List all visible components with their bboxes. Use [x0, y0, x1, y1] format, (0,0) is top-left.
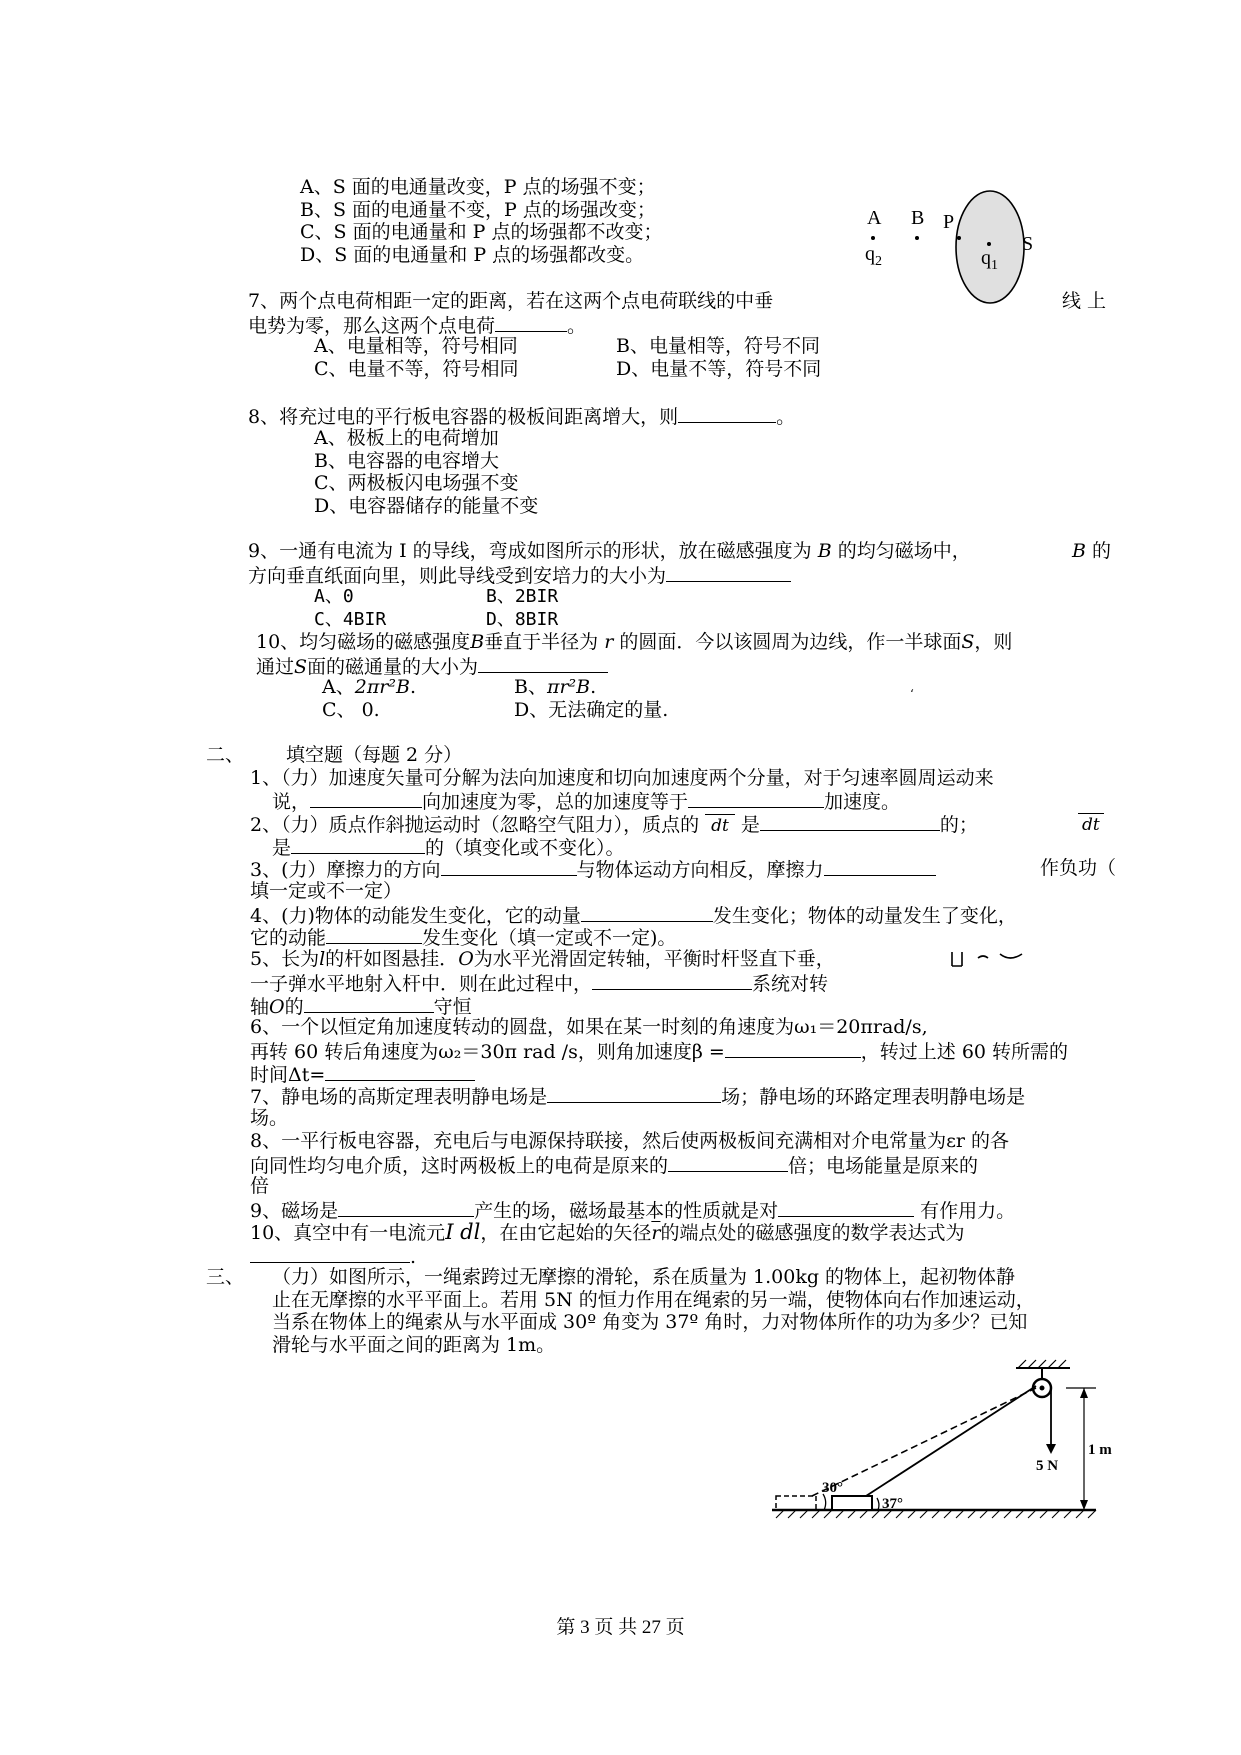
- q10-answer-blank[interactable]: [478, 654, 608, 673]
- fill6-blank2[interactable]: [325, 1062, 475, 1081]
- q7-option-a: A、电量相等，符号相同: [314, 335, 518, 357]
- fill5-rod-figure: [948, 948, 1028, 972]
- fill3-blank2[interactable]: [824, 857, 936, 876]
- fill2-line2: 是 的（填变化或不变化）。: [272, 837, 625, 859]
- q6-figure: [855, 190, 1035, 310]
- q6-option-c: C、S 面的电通量和 P 点的场强都不改变；: [300, 221, 663, 243]
- q8-option-d: D、电容器储存的能量不变: [314, 495, 539, 517]
- fill1-line2: 说， 向加速度为零，总的加速度等于 加速度。: [272, 791, 901, 813]
- fill5-blank2[interactable]: [304, 994, 434, 1013]
- fill10-blank[interactable]: [250, 1244, 410, 1263]
- fill2-blank1[interactable]: [760, 812, 940, 831]
- q7-option-b: B、电量相等，符号不同: [616, 335, 820, 357]
- q7-stem-line2: 电势为零，那么这两个点电荷 。: [248, 315, 587, 337]
- section3-line2: 止在无摩擦的水平平面上。若用 5N 的恒力作用在绳索的另一端，使物体向右作加速运动，: [272, 1289, 1035, 1311]
- q9-option-a: A、0: [314, 586, 354, 607]
- page-footer: 第 3 页 共 27 页: [556, 1617, 685, 1638]
- angle1-label: 30°: [822, 1480, 843, 1496]
- block-initial: [776, 1496, 816, 1510]
- q9-stem-line1: 9、一通有电流为 I 的导线，弯成如图所示的形状，放在磁感强度为 B 的均匀磁场中，: [248, 540, 971, 562]
- fill1-blank2[interactable]: [688, 789, 824, 808]
- label-b: B: [911, 207, 925, 229]
- label-q2: $q_2$: [865, 243, 882, 269]
- section3-line4: 滑轮与水平面之间的距离为 1m。: [272, 1334, 556, 1356]
- q8-answer-blank[interactable]: [678, 404, 776, 423]
- block-final: [832, 1496, 872, 1510]
- pulley-figure: [766, 1358, 1112, 1536]
- fill8-line1: 8、一平行板电容器，充电后与电源保持联接，然后使两极板间充满相对介电常量为εr 的各: [250, 1130, 1010, 1152]
- dot-p: [957, 236, 961, 240]
- q6-option-a: A、S 面的电通量改变，P 点的场强不变；: [300, 176, 656, 198]
- fill2-derivative: dt: [705, 814, 735, 837]
- fill6-line2: 再转 60 转后角速度为ω₂＝30π rad /s，则角加速度β = ，转过上述 60 转所需的: [250, 1041, 1069, 1063]
- q7-option-c: C、电量不等，符号相同: [314, 358, 519, 380]
- fill5-line2: 一子弹水平地射入杆中．则在此过程中， 系统对转: [250, 973, 829, 995]
- fill5-line1: 5、长为l的杆如图悬挂．O为水平光滑固定转轴，平衡时杆竖直下垂，: [250, 948, 835, 970]
- fill2-derivative2: dt: [1078, 813, 1104, 836]
- fill7-blank1[interactable]: [547, 1084, 721, 1103]
- fill1-line1: 1、（力）加速度矢量可分解为法向加速度和切向加速度两个分量，对于匀速率圆周运动来: [250, 767, 994, 789]
- fill9-line: 9、磁场是 产生的场，磁场最基本的性质就是对 有作用力。: [250, 1200, 1016, 1222]
- dot-q1: [987, 242, 991, 246]
- section2-number: 二、: [206, 744, 245, 766]
- height-label: 1 m: [1088, 1442, 1112, 1458]
- q10-stem-line2: 通过S面的磁通量的大小为: [256, 654, 608, 678]
- section2-title: 填空题（每题 2 分）: [286, 744, 463, 766]
- fill4-line2: 它的动能 发生变化（填一定或不一定)。: [250, 927, 677, 949]
- fill7-line1: 7、静电场的高斯定理表明静电场是 场；静电场的环路定理表明静电场是: [250, 1086, 1026, 1108]
- fill4-blank1[interactable]: [581, 903, 713, 922]
- q9-option-d: D、8BIR: [486, 609, 559, 630]
- q9-stem-line1-end: B 的: [1072, 540, 1112, 562]
- dot-b: [915, 236, 919, 240]
- dot-a: [871, 236, 875, 240]
- fill10-line1: 10、真空中有一电流元I dl，在由它起始的矢径$\overline{r}$的端点处的磁感强度的数学表达式为: [250, 1220, 965, 1244]
- label-a: A: [867, 207, 882, 229]
- fill9-blank2[interactable]: [778, 1198, 914, 1217]
- section3-number: 三、: [206, 1266, 245, 1288]
- fill4-blank2[interactable]: [326, 925, 422, 944]
- fill5-blank1[interactable]: [592, 971, 752, 990]
- q8-option-b: B、电容器的电容增大: [314, 450, 499, 472]
- stray-mark: ʻ: [910, 687, 914, 701]
- fill9-blank1[interactable]: [338, 1198, 474, 1217]
- q7-answer-blank[interactable]: [495, 313, 567, 332]
- label-s: S: [1022, 233, 1034, 255]
- fill3-blank1[interactable]: [441, 857, 577, 876]
- q10-option-b: B、πr²B.: [514, 676, 597, 698]
- q10-stem-line1: 10、均匀磁场的磁感强度B垂直于半径为 r 的圆面．今以该圆周为边线，作一半球面S，则: [256, 631, 1013, 653]
- section3-line1: （力）如图所示，一绳索跨过无摩擦的滑轮，系在质量为 1.00kg 的物体上，起初物体静: [272, 1266, 1016, 1288]
- q7-option-d: D、电量不等，符号不同: [616, 358, 822, 380]
- fill2-blank2[interactable]: [291, 835, 425, 854]
- fill5-line3: 轴O的 守恒: [250, 996, 472, 1018]
- section3-line3: 当系在物体上的绳索从与水平面成 30º 角变为 37º 角时，力对物体所作的功为多少？已知: [272, 1311, 1028, 1333]
- fill8-line2: 向同性均匀电介质，这时两极板上的电荷是原来的 倍；电场能量是原来的: [250, 1155, 979, 1177]
- q9-answer-blank[interactable]: [666, 563, 791, 582]
- force-label: 5 N: [1036, 1458, 1059, 1474]
- q7-stem-tail: 线 上: [1062, 290, 1107, 312]
- fill3-line1: 3、(力）摩擦力的方向 与物体运动方向相反，摩擦力: [250, 857, 936, 881]
- q6-option-b: B、S 面的电通量不变，P 点的场强改变；: [300, 199, 656, 221]
- fill3-line2: 填一定或不一定）: [250, 880, 403, 902]
- fill8-line3: 倍: [250, 1175, 270, 1197]
- fill6-blank1[interactable]: [725, 1039, 861, 1058]
- fill8-blank1[interactable]: [668, 1153, 788, 1172]
- label-p: P: [943, 211, 955, 233]
- fill3-tail: 作负功（: [1040, 857, 1117, 879]
- q10-option-a: A、2πr²B.: [322, 676, 417, 698]
- fill1-blank1[interactable]: [310, 789, 422, 808]
- fill7-line2: 场。: [250, 1107, 289, 1129]
- q9-stem-line2: 方向垂直纸面向里，则此导线受到安培力的大小为: [248, 563, 791, 587]
- fill6-line3: 时间Δt=: [250, 1062, 475, 1086]
- fill6-line1: 6、一个以恒定角加速度转动的圆盘，如果在某一时刻的角速度为ω₁＝20πrad/s,: [250, 1016, 928, 1038]
- q10-option-d: D、无法确定的量.: [514, 699, 669, 721]
- q7-stem-line1: 7、两个点电荷相距一定的距离，若在这两个点电荷联线的中垂: [248, 290, 774, 312]
- q9-option-c: C、4BIR: [314, 609, 387, 630]
- q8-option-c: C、两极板闪电场强不变: [314, 472, 519, 494]
- q10-option-c: C、 0.: [322, 699, 380, 721]
- q6-option-d: D、S 面的电通量和 P 点的场强都改变。: [300, 244, 645, 266]
- fill4-line1: 4、(力)物体的动能发生变化，它的动量 发生变化；物体的动量发生了变化，: [250, 905, 1017, 927]
- label-q1: $q_1$: [981, 247, 998, 273]
- q9-option-b: B、2BIR: [486, 586, 559, 607]
- q8-stem: 8、将充过电的平行板电容器的极板间距离增大，则 。: [248, 406, 796, 428]
- fill10-line2: .: [250, 1244, 416, 1268]
- fill2-line1: 2、（力）质点作斜抛运动时（忽略空气阻力），质点的 dt 是 的；: [250, 814, 978, 836]
- q8-option-a: A、极板上的电荷增加: [314, 427, 499, 449]
- angle2-label: 37°: [882, 1496, 903, 1512]
